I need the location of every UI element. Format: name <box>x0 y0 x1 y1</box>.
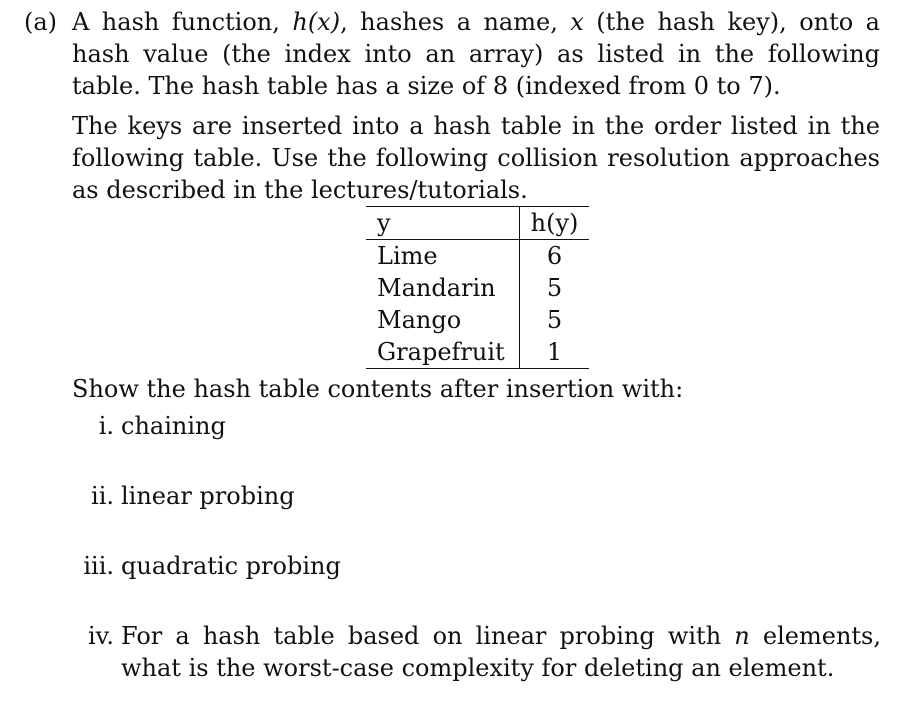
column-header-key: y <box>366 207 519 240</box>
item-label-iv: iv. <box>87 622 114 650</box>
intro-text-2: , hashes a name, <box>340 8 571 36</box>
intro-paragraph <box>72 6 880 102</box>
row-hash: 6 <box>519 240 589 273</box>
instructions-paragraph: The keys are inserted into a hash table in the order listed in the following table. Use the following collision resolution approaches as described in the lectures/tutorials. <box>72 112 880 204</box>
item-text-chaining: chaining <box>121 412 226 440</box>
item-label-ii: ii. <box>91 482 114 510</box>
iv-text-1: For a hash table based on linear probing with <box>121 622 735 650</box>
item-text-quadratic-probing: quadratic probing <box>121 552 341 580</box>
math-x: x <box>570 8 584 36</box>
math-n: n <box>734 622 750 650</box>
item-label-i: i. <box>98 412 114 440</box>
row-key: Grapefruit <box>366 336 519 369</box>
iv-text-2: elements, what is the worst-case complexity for deleting an element. <box>121 622 881 682</box>
row-key: Mango <box>377 306 462 334</box>
item-text-worst-case <box>121 620 881 684</box>
table-header-row <box>366 207 589 240</box>
intro-text-3: (the hash key), onto a hash value (the index into an array) as listed in the following table. The hash table has a size of 8 (indexed from 0 to 7). <box>72 8 880 100</box>
row-hash: 1 <box>519 336 589 369</box>
intro-text-1: A hash function, <box>72 8 293 36</box>
item-label-iii: iii. <box>83 552 114 580</box>
question-label: (a) <box>24 8 58 36</box>
column-header-hash: h(y) <box>519 207 589 240</box>
row-key: Mandarin <box>377 274 496 302</box>
row-key: Lime <box>377 242 438 270</box>
table-row <box>366 336 589 369</box>
row-hash: 5 <box>519 272 589 304</box>
show-prompt: Show the hash table contents after insertion with: <box>72 375 684 403</box>
table-row <box>366 304 589 336</box>
item-text-linear-probing: linear probing <box>121 482 295 510</box>
row-hash: 5 <box>519 304 589 336</box>
math-hx: h(x) <box>292 8 341 36</box>
table-row <box>366 272 589 304</box>
table-row <box>366 240 589 273</box>
hash-values-table <box>366 206 589 369</box>
